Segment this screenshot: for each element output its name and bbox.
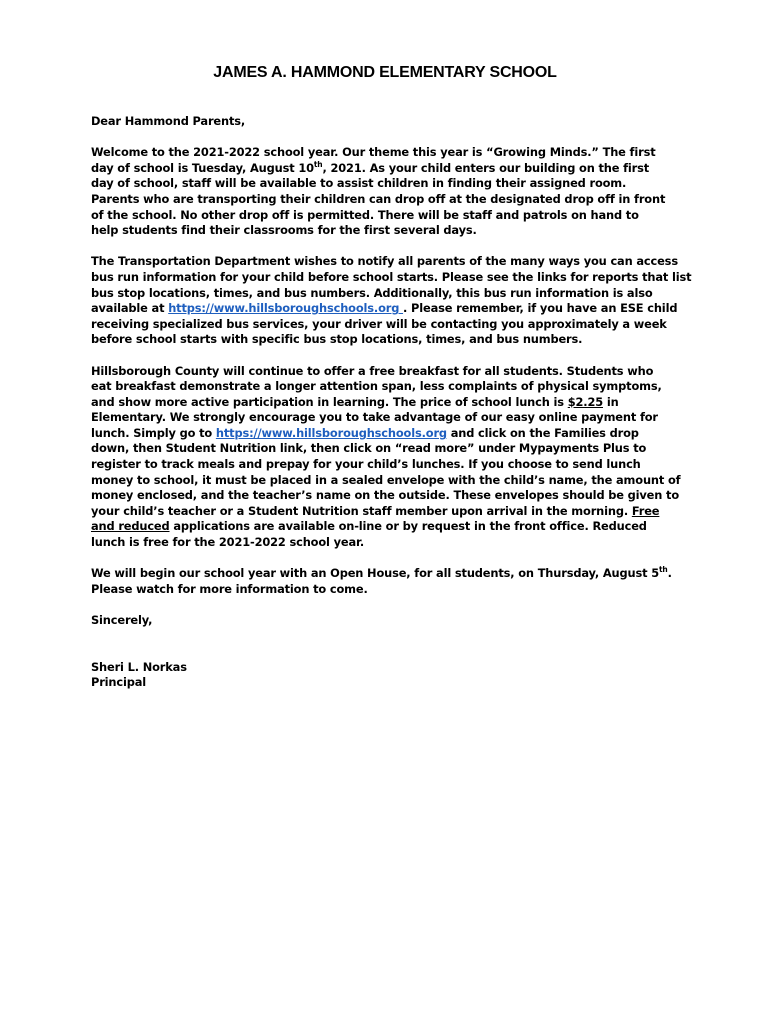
- lunch-payment-link[interactable]: https://www.hillsboroughschools.org: [215, 425, 447, 440]
- signature-block: [91, 660, 701, 691]
- free-reduced-text: Free: [631, 503, 660, 518]
- paragraph-welcome: Welcome to the 2021-2022 school year. Our theme this year is “Growing Minds.” The first day of school is Tuesday, August 10th, 2021. As your child enters our building on the first day of school, staff will be available to assist children in finding their assigned room. Parents who are transporting their children can drop off at the designated drop off in front of the school. No other drop off is permitted. There will be staff and patrols on hand to help students find their classrooms for the first several days.: [91, 145, 666, 238]
- bus-info-link[interactable]: https://www.hillsboroughschools.org: [168, 301, 404, 316]
- paragraph-nutrition: Hillsborough County will continue to offer a free breakfast for all students. Students who eat breakfast demonstrate a longer attention span, less complaints of physical symptoms, and show more active participation in learning. The price of school lunch is $2.25 in Elementary. We strongly encourage you to take advantage of our easy online payment for lunch. Simply go to https://www.hillsboroughschools.org and click on the Families drop down, then Student Nutrition link, then click on “read more” under Mypayments Plus to register to track meals and prepay for your child’s lunches. If you choose to send lunch money to school, it must be placed in a sealed envelope with the child’s name, the amount of money enclosed, and the teacher’s name on the outside. These envelopes should be given to your child’s teacher or a Student Nutrition staff member upon arrival in the morning. Free and reduced applications are available on-line or by request in the front office. Reduced lunch is free for the 2021-2022 school year.: [91, 363, 681, 550]
- letter-body: [91, 114, 701, 691]
- closing: Sincerely,: [91, 613, 153, 627]
- signature-name: Sheri L. Norkas: [91, 659, 187, 674]
- free-reduced-text-cont: and reduced: [91, 519, 170, 534]
- paragraph-transportation: The Transportation Department wishes to notify all parents of the many ways you can access bus run information for your child before school starts. Please see the links for reports that list bus stop locations, times, and bus numbers. Additionally, this bus run information is also available at https://www.hillsboroughschools.org . Please remember, if you have an ESE child receiving specialized bus services, your driver will be contacting you approximately a week before school starts with specific bus stop locations, times, and bus numbers.: [91, 254, 692, 347]
- salutation: Dear Hammond Parents,: [91, 114, 246, 128]
- lunch-price: $2.25: [567, 394, 603, 409]
- signature-title: Principal: [91, 675, 147, 690]
- school-title: JAMES A. HAMMOND ELEMENTARY SCHOOL: [213, 64, 557, 81]
- paragraph-open-house: We will begin our school year with an Open House, for all students, on Thursday, August 5th. Please watch for more information to come.: [91, 565, 672, 596]
